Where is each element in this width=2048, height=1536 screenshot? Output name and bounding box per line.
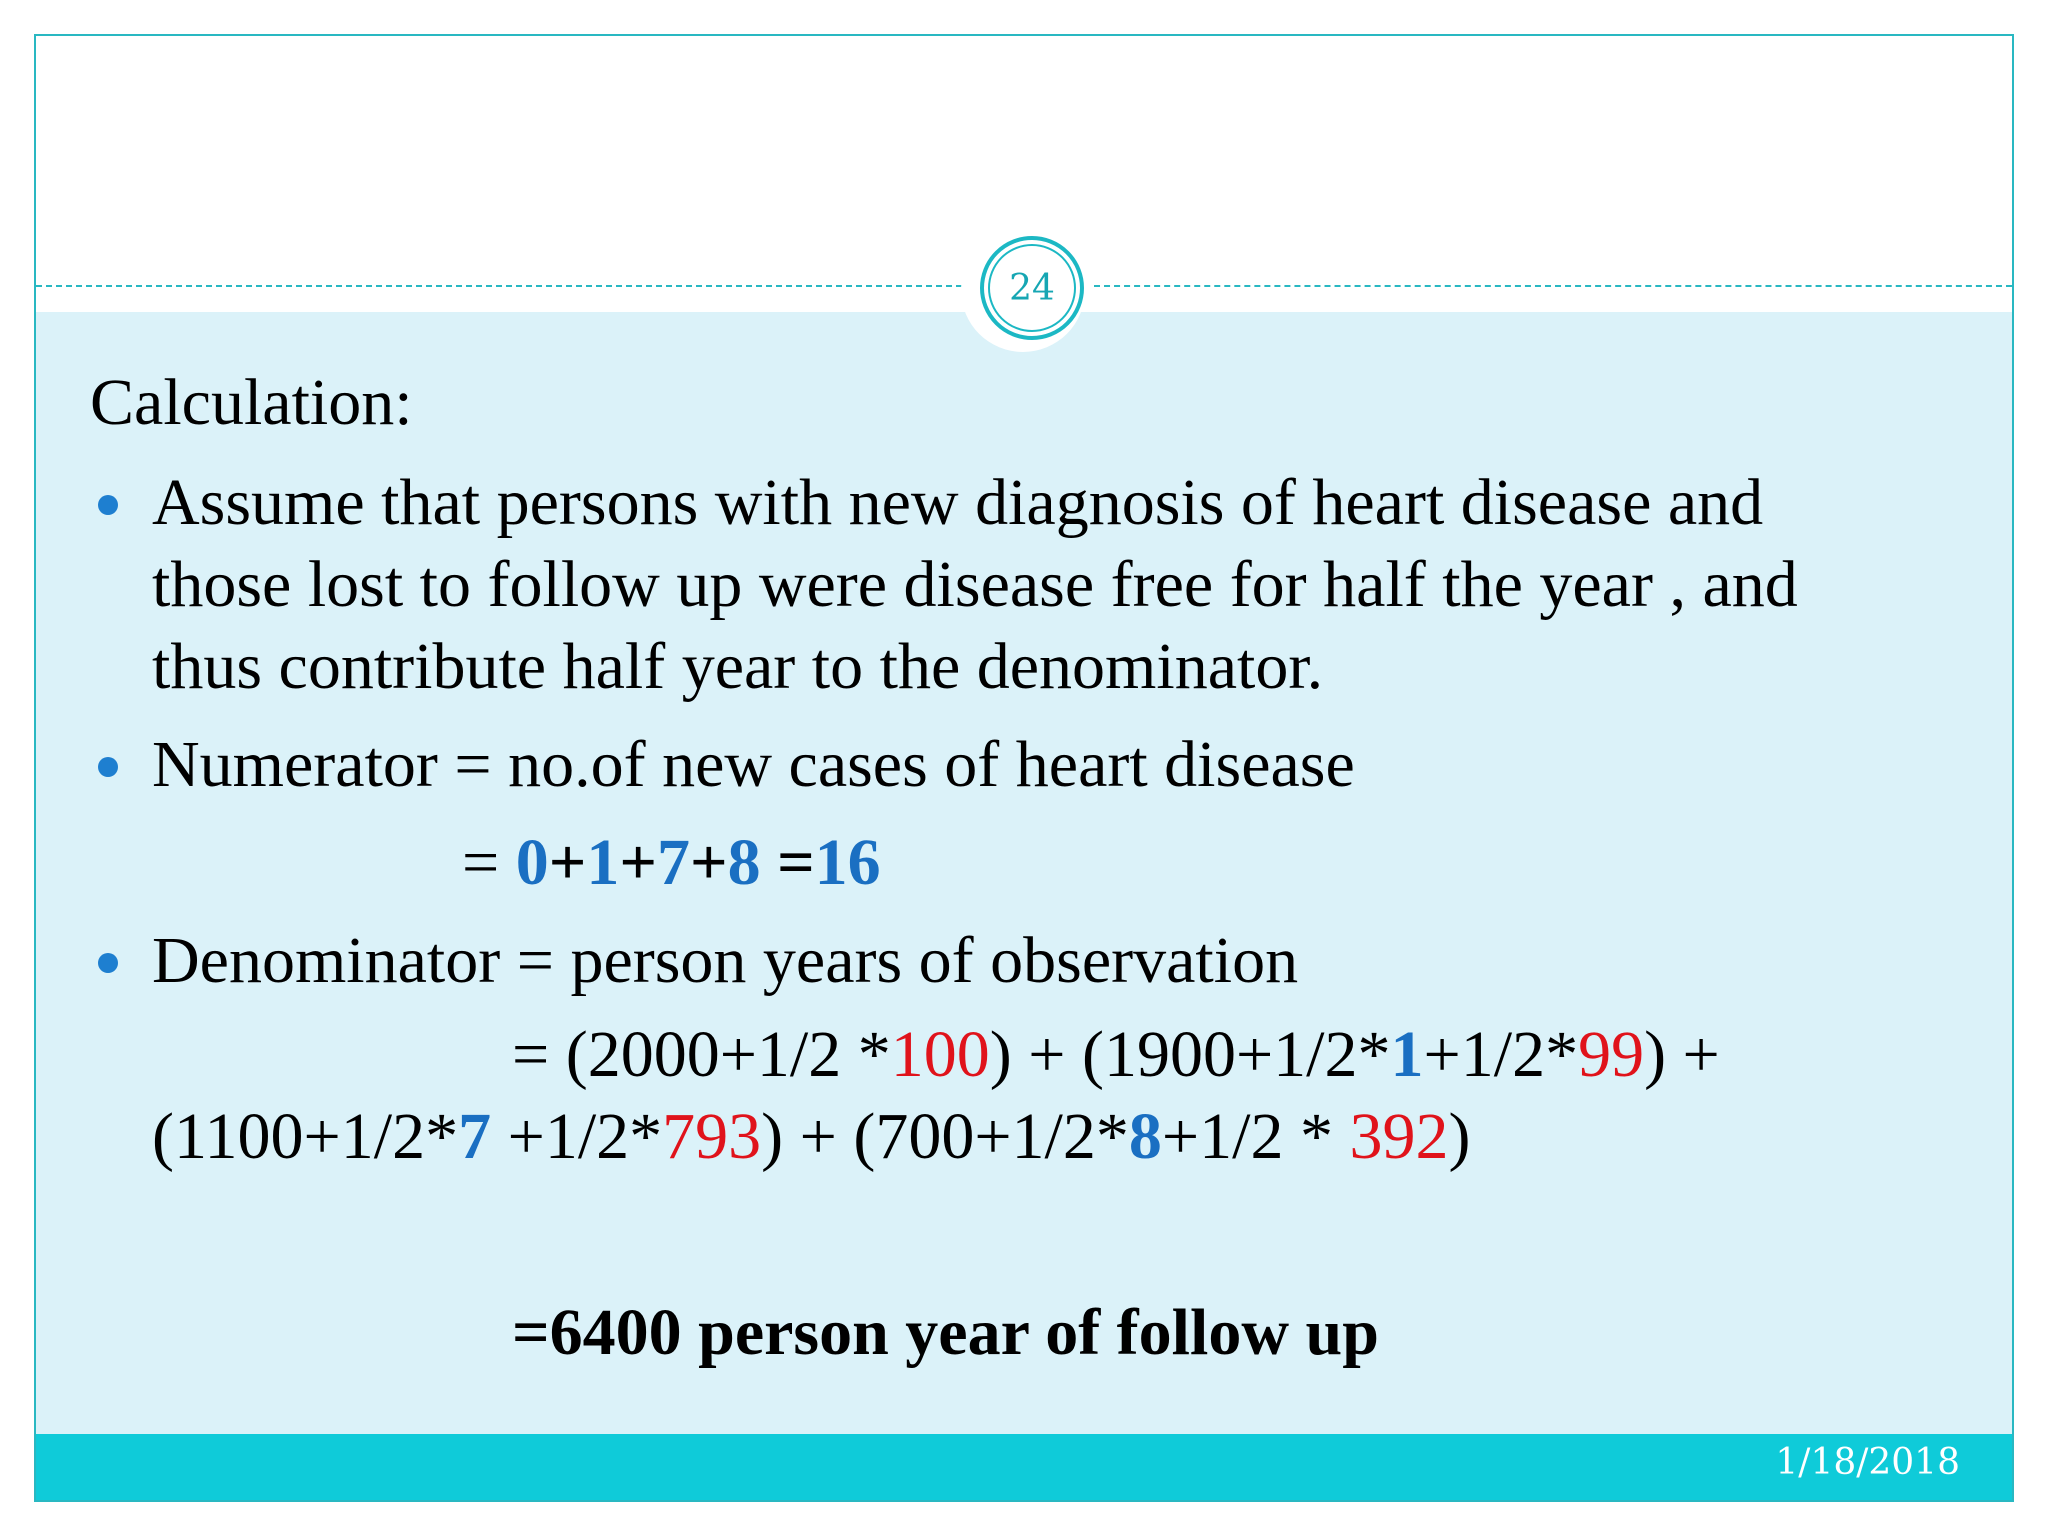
footer-bar xyxy=(36,1434,2012,1500)
expr-part: +1/2* xyxy=(491,1100,663,1173)
heading: Calculation: xyxy=(90,366,413,439)
numerator-term: 7 xyxy=(656,826,690,899)
numerator-term: 8 xyxy=(727,826,761,899)
header-divider-left xyxy=(36,285,962,287)
header-divider-right xyxy=(1094,285,2012,287)
plus-sign: + xyxy=(548,826,587,899)
lost-value: 392 xyxy=(1349,1100,1449,1173)
expr-part: = (2000+1/2 * xyxy=(512,1018,891,1091)
numerator-term: 0 xyxy=(515,826,549,899)
lost-value: 99 xyxy=(1578,1018,1645,1091)
numerator-label: Numerator = no.of new cases of heart disease xyxy=(152,728,1355,801)
plus-sign: + xyxy=(619,826,657,899)
expr-part: ) + xyxy=(1644,1018,1720,1091)
denominator-result: =6400 person year of follow up xyxy=(512,1296,1379,1369)
numerator-equation xyxy=(462,826,881,899)
expr-part: +1/2* xyxy=(1423,1018,1579,1091)
numerator-sum: 16 xyxy=(814,826,881,899)
bullet-dot xyxy=(98,757,118,777)
denominator-line-2 xyxy=(152,1100,1471,1173)
bullet-1-line-2: those lost to follow up were disease free for half the year , and xyxy=(152,548,1798,621)
expr-part: ) + (700+1/2* xyxy=(761,1100,1129,1173)
expr-part: (1100+1/2* xyxy=(152,1100,459,1173)
bullet-1-line-1: Assume that persons with new diagnosis of heart disease and xyxy=(152,466,1764,539)
expr-part: ) + (1900+1/2* xyxy=(989,1018,1391,1091)
expr-part: ) xyxy=(1448,1100,1471,1173)
denominator-label: Denominator = person years of observation xyxy=(152,924,1299,997)
bullet-1-line-3: thus contribute half year to the denominator. xyxy=(152,630,1324,703)
eq-sign: = xyxy=(462,826,516,899)
case-value: 8 xyxy=(1128,1100,1162,1173)
lost-value: 100 xyxy=(890,1018,990,1091)
expr-part: +1/2 * xyxy=(1161,1100,1350,1173)
slide-date: 1/18/2018 xyxy=(1775,1442,1960,1483)
eq-sign: = xyxy=(760,826,815,899)
case-value: 1 xyxy=(1390,1018,1424,1091)
plus-sign: + xyxy=(689,826,728,899)
case-value: 7 xyxy=(458,1100,492,1173)
denominator-line-1 xyxy=(512,1018,1720,1091)
slide-number: 24 xyxy=(988,244,1076,332)
lost-value: 793 xyxy=(662,1100,762,1173)
numerator-term: 1 xyxy=(586,826,620,899)
slide xyxy=(34,34,2014,1502)
bullet-dot xyxy=(98,495,118,515)
bullet-dot xyxy=(98,953,118,973)
